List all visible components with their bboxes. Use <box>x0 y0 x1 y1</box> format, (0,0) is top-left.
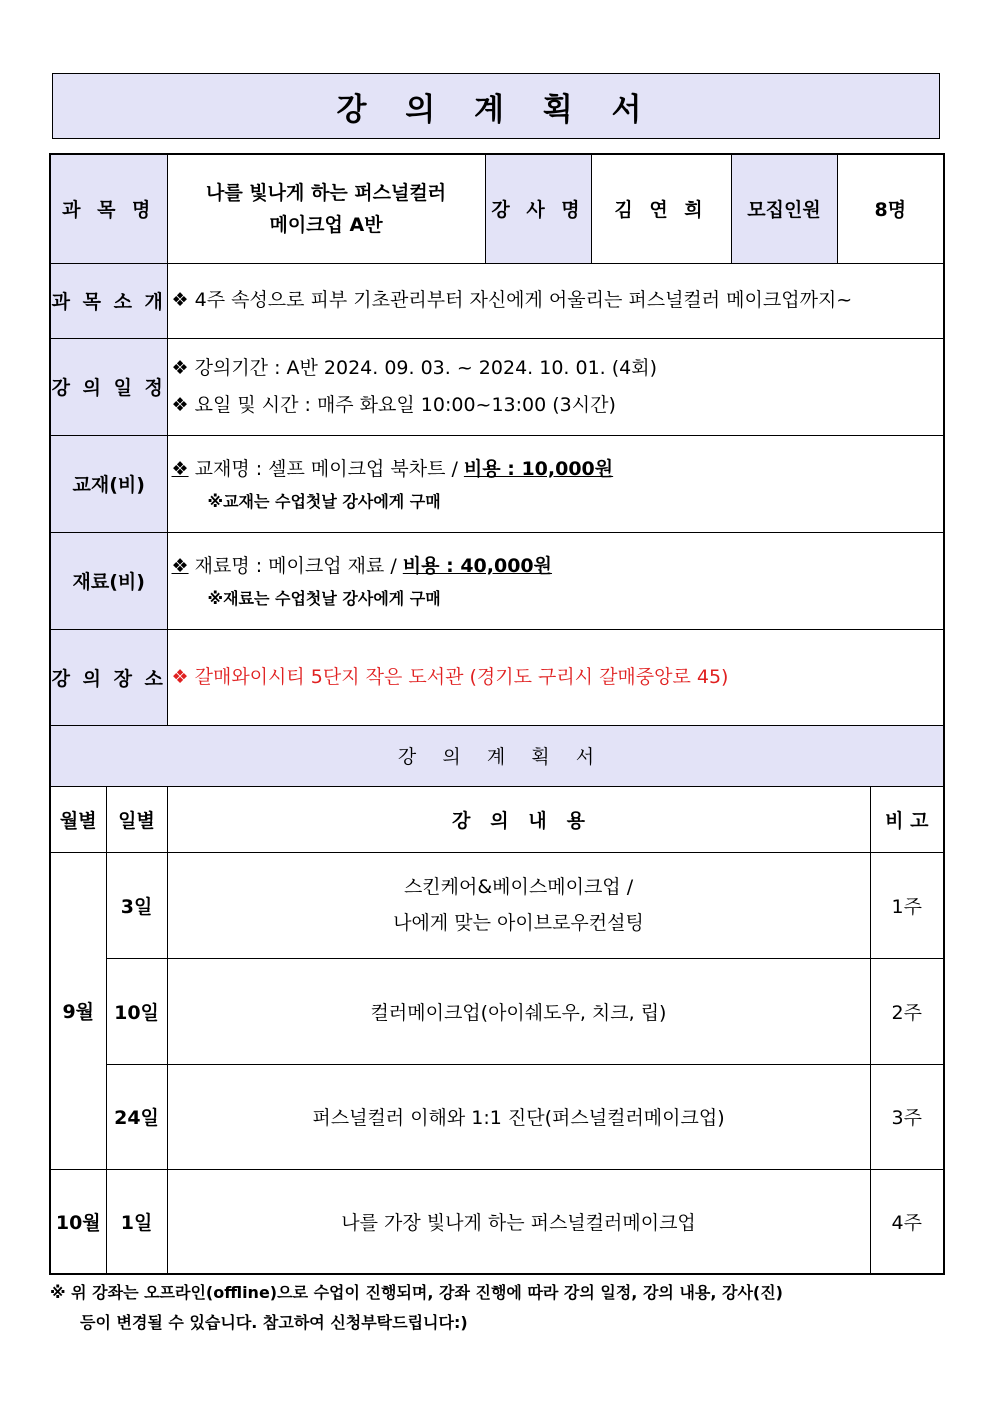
bullet-icon: ❖ <box>171 289 189 311</box>
col-content: 강 의 내 용 <box>167 786 870 852</box>
venue-text: 갈매와이시티 5단지 작은 도서관 (경기도 구리시 갈매중앙로 45) <box>194 665 729 688</box>
course-label: 과 목 명 <box>50 154 167 263</box>
course-name-line1: 나를 빛나게 하는 퍼스널컬러 <box>205 181 447 204</box>
month-cell: 10월 <box>50 1169 106 1274</box>
plan-header-row <box>50 725 944 786</box>
note-cell: 2주 <box>870 958 944 1064</box>
material-label: 재료(비) <box>50 532 167 629</box>
venue-label: 강 의 장 소 <box>50 629 167 725</box>
day-cell: 1일 <box>106 1169 167 1274</box>
material-note: ※재료는 수업첫날 강사에게 구매 <box>207 589 441 608</box>
capacity-value: 8명 <box>837 154 944 263</box>
content-cell <box>167 852 870 958</box>
footer-line2: 등이 변경될 수 있습니다. 참고하여 신청부탁드립니다:) <box>80 1313 468 1332</box>
footer-notice <box>50 1278 945 1338</box>
instructor-label: 강 사 명 <box>485 154 591 263</box>
textbook-cost: 비용 : 10,000원 <box>463 458 614 480</box>
content-cell: 나를 가장 빛나게 하는 퍼스널컬러메이크업 <box>167 1169 870 1274</box>
day-cell: 10일 <box>106 958 167 1064</box>
bullet-icon: ❖ <box>171 665 189 688</box>
plan-column-headers <box>50 786 944 852</box>
info-row-textbook <box>50 435 944 532</box>
textbook-label: 교재(비) <box>50 435 167 532</box>
textbook-cell <box>167 435 944 532</box>
material-cost: 비용 : 40,000원 <box>402 555 553 577</box>
page-title: 강 의 계 획 서 <box>52 73 940 139</box>
plan-header: 강 의 계 획 서 <box>50 725 944 786</box>
col-day: 일별 <box>106 786 167 852</box>
intro-text: 4주 속성으로 피부 기초관리부터 자신에게 어울리는 퍼스널컬러 메이크업까지~ <box>194 289 853 311</box>
material-text: 재료명 : 메이크업 재료 / <box>194 555 403 577</box>
col-note: 비 고 <box>870 786 944 852</box>
info-row-material <box>50 532 944 629</box>
bullet-icon: ❖ <box>171 356 189 379</box>
course-plan-table <box>49 153 945 1275</box>
table-row <box>50 1064 944 1169</box>
textbook-note: ※교재는 수업첫날 강사에게 구매 <box>207 492 441 511</box>
table-row <box>50 1169 944 1274</box>
material-cell <box>167 532 944 629</box>
textbook-text: 교재명 : 셀프 메이크업 북차트 / <box>194 458 464 480</box>
note-cell: 3주 <box>870 1064 944 1169</box>
note-cell: 1주 <box>870 852 944 958</box>
intro-text-cell <box>167 263 944 338</box>
schedule-label: 강 의 일 정 <box>50 338 167 435</box>
day-cell: 24일 <box>106 1064 167 1169</box>
schedule-cell <box>167 338 944 435</box>
bullet-icon: ❖ <box>171 458 189 480</box>
schedule-time: 요일 및 시간 : 매주 화요일 10:00~13:00 (3시간) <box>194 393 616 416</box>
capacity-label: 모집인원 <box>731 154 837 263</box>
col-month: 월별 <box>50 786 106 852</box>
schedule-period: 강의기간 : A반 2024. 09. 03. ~ 2024. 10. 01. (4회) <box>194 356 658 379</box>
intro-label: 과 목 소 개 <box>50 263 167 338</box>
course-name-line2: 메이크업 A반 <box>269 213 383 236</box>
content-cell: 퍼스널컬러 이해와 1:1 진단(퍼스널컬러메이크업) <box>167 1064 870 1169</box>
info-row-venue <box>50 629 944 725</box>
content-line2: 나에게 맞는 아이브로우컨설팅 <box>393 912 644 934</box>
footer-line1: ※ 위 강좌는 오프라인(offline)으로 수업이 진행되며, 강좌 진행에 따라 강의 일정, 강의 내용, 강사(진) <box>50 1283 783 1302</box>
month-cell: 9월 <box>50 852 106 1169</box>
info-row-schedule <box>50 338 944 435</box>
venue-cell <box>167 629 944 725</box>
bullet-icon: ❖ <box>171 393 189 416</box>
table-row <box>50 958 944 1064</box>
info-row-intro <box>50 263 944 338</box>
content-cell: 컬러메이크업(아이쉐도우, 치크, 립) <box>167 958 870 1064</box>
bullet-icon: ❖ <box>171 555 189 577</box>
info-row-course <box>50 154 944 263</box>
table-row <box>50 852 944 958</box>
note-cell: 4주 <box>870 1169 944 1274</box>
day-cell: 3일 <box>106 852 167 958</box>
content-line1: 스킨케어&베이스메이크업 / <box>403 876 634 898</box>
course-name <box>167 154 485 263</box>
instructor-name: 김 연 희 <box>591 154 731 263</box>
